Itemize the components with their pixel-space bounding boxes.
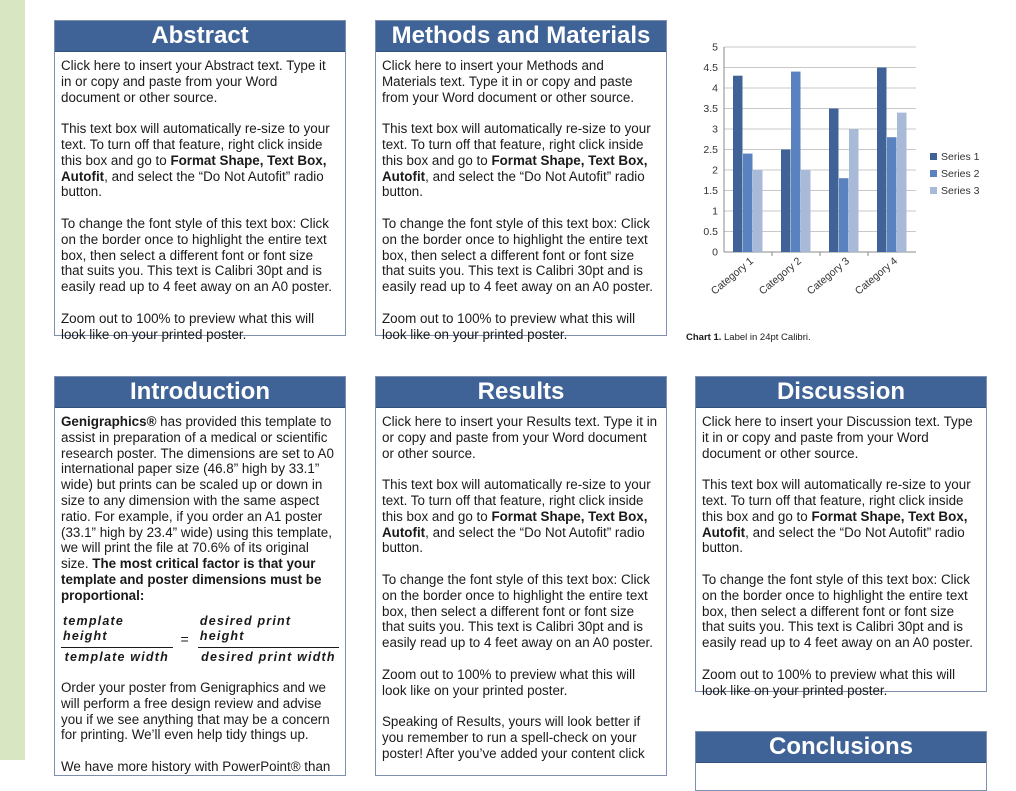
introduction-paragraph: We have more history with PowerPoint® than bbox=[61, 758, 331, 774]
bar bbox=[849, 129, 859, 252]
y-tick-label: 1.5 bbox=[703, 185, 718, 197]
legend-label: Series 2 bbox=[941, 168, 980, 180]
y-tick-label: 5 bbox=[712, 41, 718, 54]
y-tick-label: 2 bbox=[712, 164, 718, 177]
formula-print-height: desired print height bbox=[198, 614, 339, 649]
introduction-title: Introduction bbox=[55, 377, 345, 408]
introduction-paragraph: Order your poster from Genigraphics and we will perform a free design review and advise you if we see anything that may be a concern for printing. We’ll even help tidy things up. bbox=[61, 679, 330, 743]
y-tick-label: 3 bbox=[712, 123, 718, 136]
results-body[interactable] bbox=[376, 408, 666, 762]
discussion-paragraph: Zoom out to 100% to preview what this will look like on your printed poster. bbox=[702, 666, 956, 698]
conclusions-panel[interactable] bbox=[695, 731, 987, 791]
results-paragraph: Speaking of Results, yours will look better if you remember to run a spell-check on your poster! After you’ve added your content click bbox=[382, 714, 645, 761]
legend-swatch bbox=[930, 153, 937, 160]
abstract-title: Abstract bbox=[55, 21, 345, 52]
legend-swatch bbox=[930, 170, 937, 177]
discussion-panel[interactable] bbox=[695, 376, 987, 698]
bar bbox=[753, 170, 763, 252]
bar bbox=[887, 137, 897, 252]
abstract-paragraph: To change the font style of this text box: Click on the border once to highlight the entire text box, then select a different font or font size that suits you. This text is Calibri 30pt and is easily read up to 4 feet away on an A0 poster. bbox=[61, 215, 332, 295]
methods-paragraph: Zoom out to 100% to preview what this will look like on your printed poster. bbox=[382, 310, 636, 342]
aspect-ratio-formula bbox=[61, 614, 339, 666]
legend-label: Series 3 bbox=[941, 185, 980, 197]
introduction-panel[interactable] bbox=[54, 376, 346, 776]
x-tick-label: Category 2 bbox=[756, 255, 804, 298]
y-tick-label: 2.5 bbox=[703, 144, 718, 156]
bar bbox=[733, 76, 743, 252]
results-paragraph: To change the font style of this text box: Click on the border once to highlight the entire text box, then select a different font or font size that suits you. This text is Calibri 30pt and is easily read up to 4 feet away on an A0 poster. bbox=[382, 571, 653, 651]
bar bbox=[743, 154, 753, 252]
bar bbox=[781, 150, 791, 253]
x-tick-label: Category 4 bbox=[852, 255, 900, 298]
legend-swatch bbox=[930, 187, 937, 194]
formula-print-width: desired print width bbox=[201, 650, 336, 665]
results-panel[interactable] bbox=[375, 376, 667, 776]
formula-template-width: template width bbox=[64, 650, 169, 665]
methods-paragraph: Click here to insert your Methods and Materials text. Type it in or copy and paste from your Word document or other source. bbox=[382, 58, 635, 105]
y-tick-label: 4 bbox=[712, 82, 718, 95]
methods-paragraph: To change the font style of this text box: Click on the border once to highlight the entire text box, then select a different font or font size that suits you. This text is Calibri 30pt and is easily read up to 4 feet away on an A0 poster. bbox=[382, 215, 653, 295]
abstract-panel[interactable] bbox=[54, 20, 346, 342]
x-tick-label: Category 1 bbox=[708, 255, 756, 298]
discussion-body[interactable] bbox=[696, 408, 986, 698]
formula-equals: = bbox=[180, 630, 190, 647]
bar-chart[interactable] bbox=[680, 32, 1010, 332]
left-color-strip bbox=[0, 0, 25, 760]
x-tick-label: Category 3 bbox=[804, 255, 852, 298]
chart-caption: Chart 1. Label in 24pt Calibri. bbox=[686, 332, 811, 343]
discussion-paragraph: Click here to insert your Discussion text. Type it in or copy and paste from your Word document or other source. bbox=[702, 414, 973, 461]
conclusions-title: Conclusions bbox=[696, 732, 986, 763]
y-tick-label: 1 bbox=[712, 205, 718, 218]
legend-label: Series 1 bbox=[941, 151, 980, 163]
introduction-paragraph: Genigraphics® has provided this template to assist in preparation of a medical or scientific research poster. The dimensions are set to A0 international paper size (46.8” high by 33.1” wide) but prints can be scaled up or down in size to any dimension with the same aspect ratio. For example, if you order an A1 poster (33.1” high by 23.4” wide) using this template, we will print the file at 70.6% of its original size. The most critical factor is that your template and poster dimensions must be proportional: bbox=[61, 414, 334, 603]
y-tick-label: 0.5 bbox=[703, 226, 718, 238]
abstract-paragraph: Zoom out to 100% to preview what this will look like on your printed poster. bbox=[61, 310, 315, 342]
abstract-paragraph: This text box will automatically re-size to your text. To turn off that feature, right click inside this box and go to Format Shape, Text Box, Autofit, and select the “Do Not Autofit” radio button. bbox=[61, 121, 330, 200]
methods-title: Methods and Materials bbox=[376, 21, 666, 52]
bar bbox=[897, 113, 907, 252]
abstract-body[interactable] bbox=[55, 52, 345, 342]
results-title: Results bbox=[376, 377, 666, 408]
results-paragraph: This text box will automatically re-size to your text. To turn off that feature, right click inside this box and go to Format Shape, Text Box, Autofit, and select the “Do Not Autofit” radio button. bbox=[382, 477, 651, 556]
y-tick-label: 4.5 bbox=[703, 62, 718, 74]
results-paragraph: Click here to insert your Results text. Type it in or copy and paste from your Word document or other source. bbox=[382, 414, 658, 461]
methods-panel[interactable] bbox=[375, 20, 667, 342]
y-tick-label: 3.5 bbox=[703, 103, 718, 115]
y-tick-label: 0 bbox=[712, 246, 718, 259]
bar bbox=[877, 68, 887, 253]
introduction-body[interactable] bbox=[55, 408, 345, 775]
methods-body[interactable] bbox=[376, 52, 666, 342]
formula-template-height: template height bbox=[61, 614, 173, 649]
bar bbox=[791, 72, 801, 252]
bar bbox=[829, 109, 839, 253]
abstract-paragraph: Click here to insert your Abstract text. Type it in or copy and paste from your Word document or other source. bbox=[61, 58, 326, 105]
discussion-title: Discussion bbox=[696, 377, 986, 408]
discussion-paragraph: This text box will automatically re-size to your text. To turn off that feature, right click inside this box and go to Format Shape, Text Box, Autofit, and select the “Do Not Autofit” radio button. bbox=[702, 477, 971, 556]
results-paragraph: Zoom out to 100% to preview what this will look like on your printed poster. bbox=[382, 666, 636, 698]
bar bbox=[801, 170, 811, 252]
discussion-paragraph: To change the font style of this text box: Click on the border once to highlight the entire text box, then select a different font or font size that suits you. This text is Calibri 30pt and is easily read up to 4 feet away on an A0 poster. bbox=[702, 571, 973, 651]
methods-paragraph: This text box will automatically re-size to your text. To turn off that feature, right click inside this box and go to Format Shape, Text Box, Autofit, and select the “Do Not Autofit” radio button. bbox=[382, 121, 651, 200]
bar bbox=[839, 178, 849, 252]
